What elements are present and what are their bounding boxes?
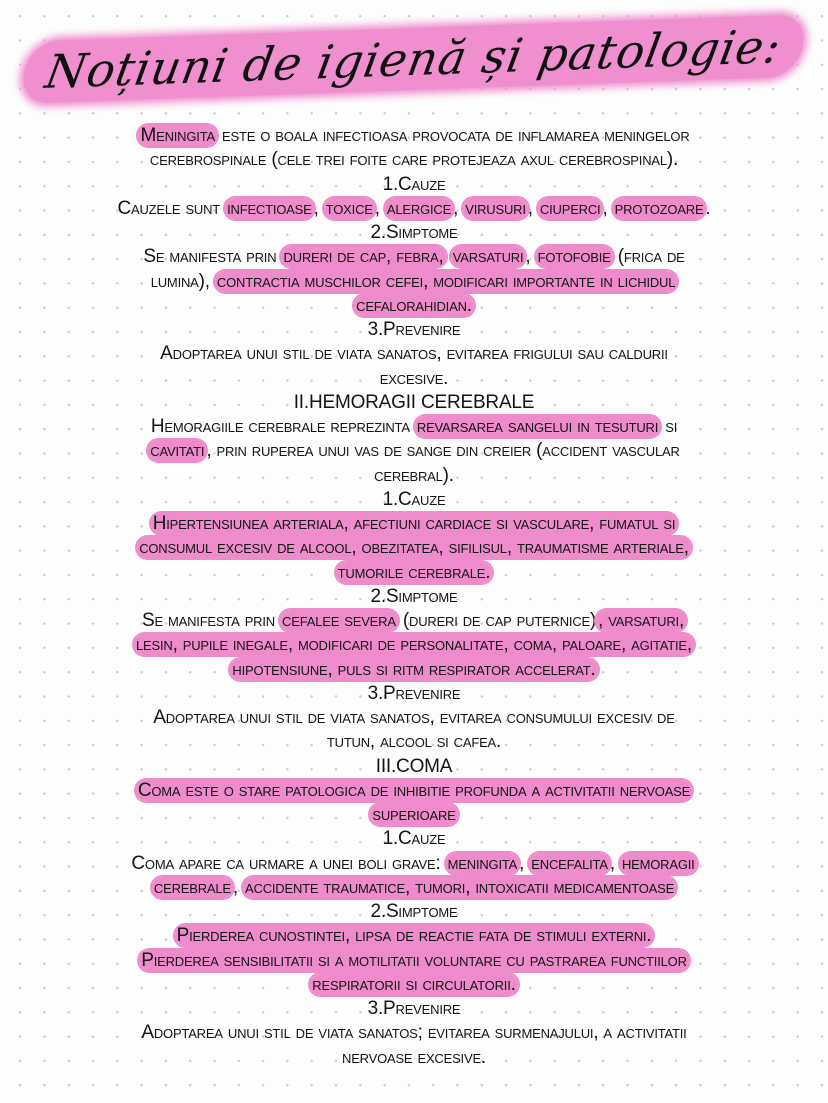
text-line [0, 997, 828, 1021]
text-segment: si [660, 416, 678, 437]
highlighted-text: infectioase [227, 197, 312, 219]
text-segment: , [232, 876, 244, 898]
text-segment: cerebral). [374, 464, 454, 486]
text-segment: Se manifesta prin [141, 610, 281, 631]
text-line [0, 221, 828, 245]
highlighted-text: toxice [325, 197, 373, 219]
text-segment: Hemoragiile cerebrale reprezinta [150, 416, 415, 437]
highlighted-text: , varsaturi, [598, 610, 685, 631]
text-segment: , [519, 852, 530, 874]
text-line [0, 706, 828, 730]
text-line [0, 609, 828, 633]
text-segment: (frica de [612, 246, 685, 268]
highlighted-text: consumul excesiv de alcool, obezitatea, sifilisul, traumatisme arteriale, [139, 537, 689, 559]
highlighted-text: virusuri [465, 197, 526, 219]
highlighted-text: ciuperci [539, 197, 601, 219]
text-line [0, 318, 828, 342]
highlighted-text: superioare [372, 804, 456, 825]
highlighted-text: meningita [447, 852, 518, 874]
text-line [0, 827, 828, 851]
text-line [0, 973, 828, 997]
text-line [0, 464, 828, 488]
text-segment: Cauzele sunt [117, 197, 226, 219]
text-segment: Adoptarea unui stil de viata sanatos, evitarea frigului sau caldurii [160, 343, 668, 365]
highlighted-text: Hipertensiunea arteriala, afectiuni cardiace si vasculare, fumatul si [152, 513, 676, 534]
page-title [0, 18, 828, 100]
text-segment: nervoase excesive. [342, 1046, 486, 1068]
text-segment: , [602, 197, 613, 219]
highlighted-text: encefalita [531, 852, 608, 874]
text-segment: , [609, 852, 620, 874]
text-line [0, 1046, 828, 1070]
text-segment: cerebrospinale (cele trei foite care protejeaza axul cerebrospinal). [149, 149, 679, 171]
highlighted-text: Pierderea cunostintei, lipsa de reactie fata de stimuli externi. [176, 925, 652, 947]
highlighted-text: alergice [386, 197, 452, 219]
highlighted-text: cerebrale [153, 876, 231, 898]
text-line [0, 852, 828, 876]
highlighted-text: respiratorii si circulatorii. [312, 973, 516, 995]
text-line [0, 124, 828, 148]
text-line [0, 294, 828, 318]
highlighted-text: accidente traumatice, tumori, intoxicatii medicamentoase [245, 876, 675, 898]
highlighted-text: varsaturi [452, 246, 524, 268]
text-line [0, 148, 828, 172]
text-line [0, 173, 828, 197]
text-line [0, 779, 828, 803]
text-line [0, 512, 828, 536]
highlighted-text: hipotensiune, puls si ritm respirator accelerat. [232, 658, 596, 680]
text-line [0, 682, 828, 706]
text-segment: , [525, 246, 536, 268]
highlighted-text: lesin, pupile inegale, modificari de personalitate, coma, paloare, agitatie, [136, 634, 692, 656]
highlighted-text: Coma este o stare patologica de inhibitie profunda a activitatii nervoase [137, 779, 691, 801]
text-segment: . [705, 197, 711, 219]
text-line [0, 561, 828, 585]
text-segment: lumina), [150, 270, 215, 292]
highlighted-text: protozoare [614, 197, 704, 219]
text-line [0, 536, 828, 560]
text-segment: 3.Prevenire [367, 319, 461, 340]
text-line [0, 876, 828, 900]
text-line [0, 439, 828, 463]
text-segment: , [374, 197, 385, 219]
text-line [0, 415, 828, 439]
page-title-text: Noțiuni de igienă și patologie: [19, 14, 809, 104]
text-segment: , [313, 197, 324, 219]
text-segment: , [453, 197, 464, 219]
text-line [0, 1021, 828, 1045]
text-segment: II.HEMORAGII CEREBRALE [293, 391, 535, 413]
highlighted-text: cefalee severa [282, 610, 396, 631]
text-line [0, 730, 828, 754]
text-line [0, 342, 828, 366]
text-segment: III.COMA [375, 755, 453, 777]
text-line [0, 488, 828, 512]
text-segment: este o boala infectioasa provocata de inflamarea meningelor [216, 125, 690, 146]
text-line [0, 585, 828, 609]
highlighted-text: fotofobie [537, 246, 611, 268]
text-segment: , prin ruperea unui vas de sange din creier (accident vascular [206, 440, 680, 462]
highlighted-text: revarsarea sangelui in tesuturi [416, 416, 659, 437]
text-line [0, 245, 828, 269]
highlighted-text: Pierderea sensibilitatii si a motilitatii voluntare cu pastrarea functiilor [141, 949, 687, 971]
highlighted-text: hemoragii [621, 852, 695, 874]
highlighted-text: contractia muschilor cefei, modificari importante in lichidul [216, 270, 676, 292]
text-line [0, 197, 828, 221]
text-segment: Coma apare ca urmare a unei boli grave: [131, 852, 446, 874]
text-line [0, 803, 828, 827]
text-line [0, 900, 828, 924]
text-segment: 2.Simptome [370, 585, 458, 607]
text-segment: 3.Prevenire [367, 998, 461, 1019]
text-segment: Se manifesta prin [143, 246, 282, 268]
highlighted-text: dureri de cap, febra, [283, 246, 444, 268]
text-line [0, 924, 828, 948]
text-segment: 1.Cauze [382, 488, 446, 510]
text-segment: 2.Simptome [370, 901, 458, 922]
text-line [0, 949, 828, 973]
text-line [0, 755, 828, 779]
highlighted-text: cefalorahidian. [356, 294, 472, 316]
notes-body [0, 124, 828, 1070]
text-segment: Adoptarea unui stil de viata sanatos; evitarea surmenajului, a activitatii [141, 1022, 687, 1044]
text-segment: excesive. [379, 367, 449, 389]
text-segment: (dureri de cap puternice) [397, 610, 597, 631]
text-line [0, 658, 828, 682]
highlighted-text: cavitati [150, 440, 205, 462]
highlighted-text: Meningita [140, 125, 215, 146]
text-segment: 2.Simptome [370, 222, 458, 243]
text-segment: 1.Cauze [382, 173, 446, 195]
text-line [0, 633, 828, 657]
text-segment: 1.Cauze [382, 828, 446, 850]
text-segment: 3.Prevenire [367, 682, 461, 704]
text-line [0, 391, 828, 415]
text-segment: tutun, alcool si cafea. [326, 731, 502, 753]
text-line [0, 270, 828, 294]
text-line [0, 367, 828, 391]
text-segment [446, 246, 451, 267]
highlighted-text: tumorile cerebrale. [337, 561, 491, 583]
text-segment: , [527, 197, 538, 219]
text-segment: Adoptarea unui stil de viata sanatos, evitarea consumului excesiv de [153, 707, 675, 728]
